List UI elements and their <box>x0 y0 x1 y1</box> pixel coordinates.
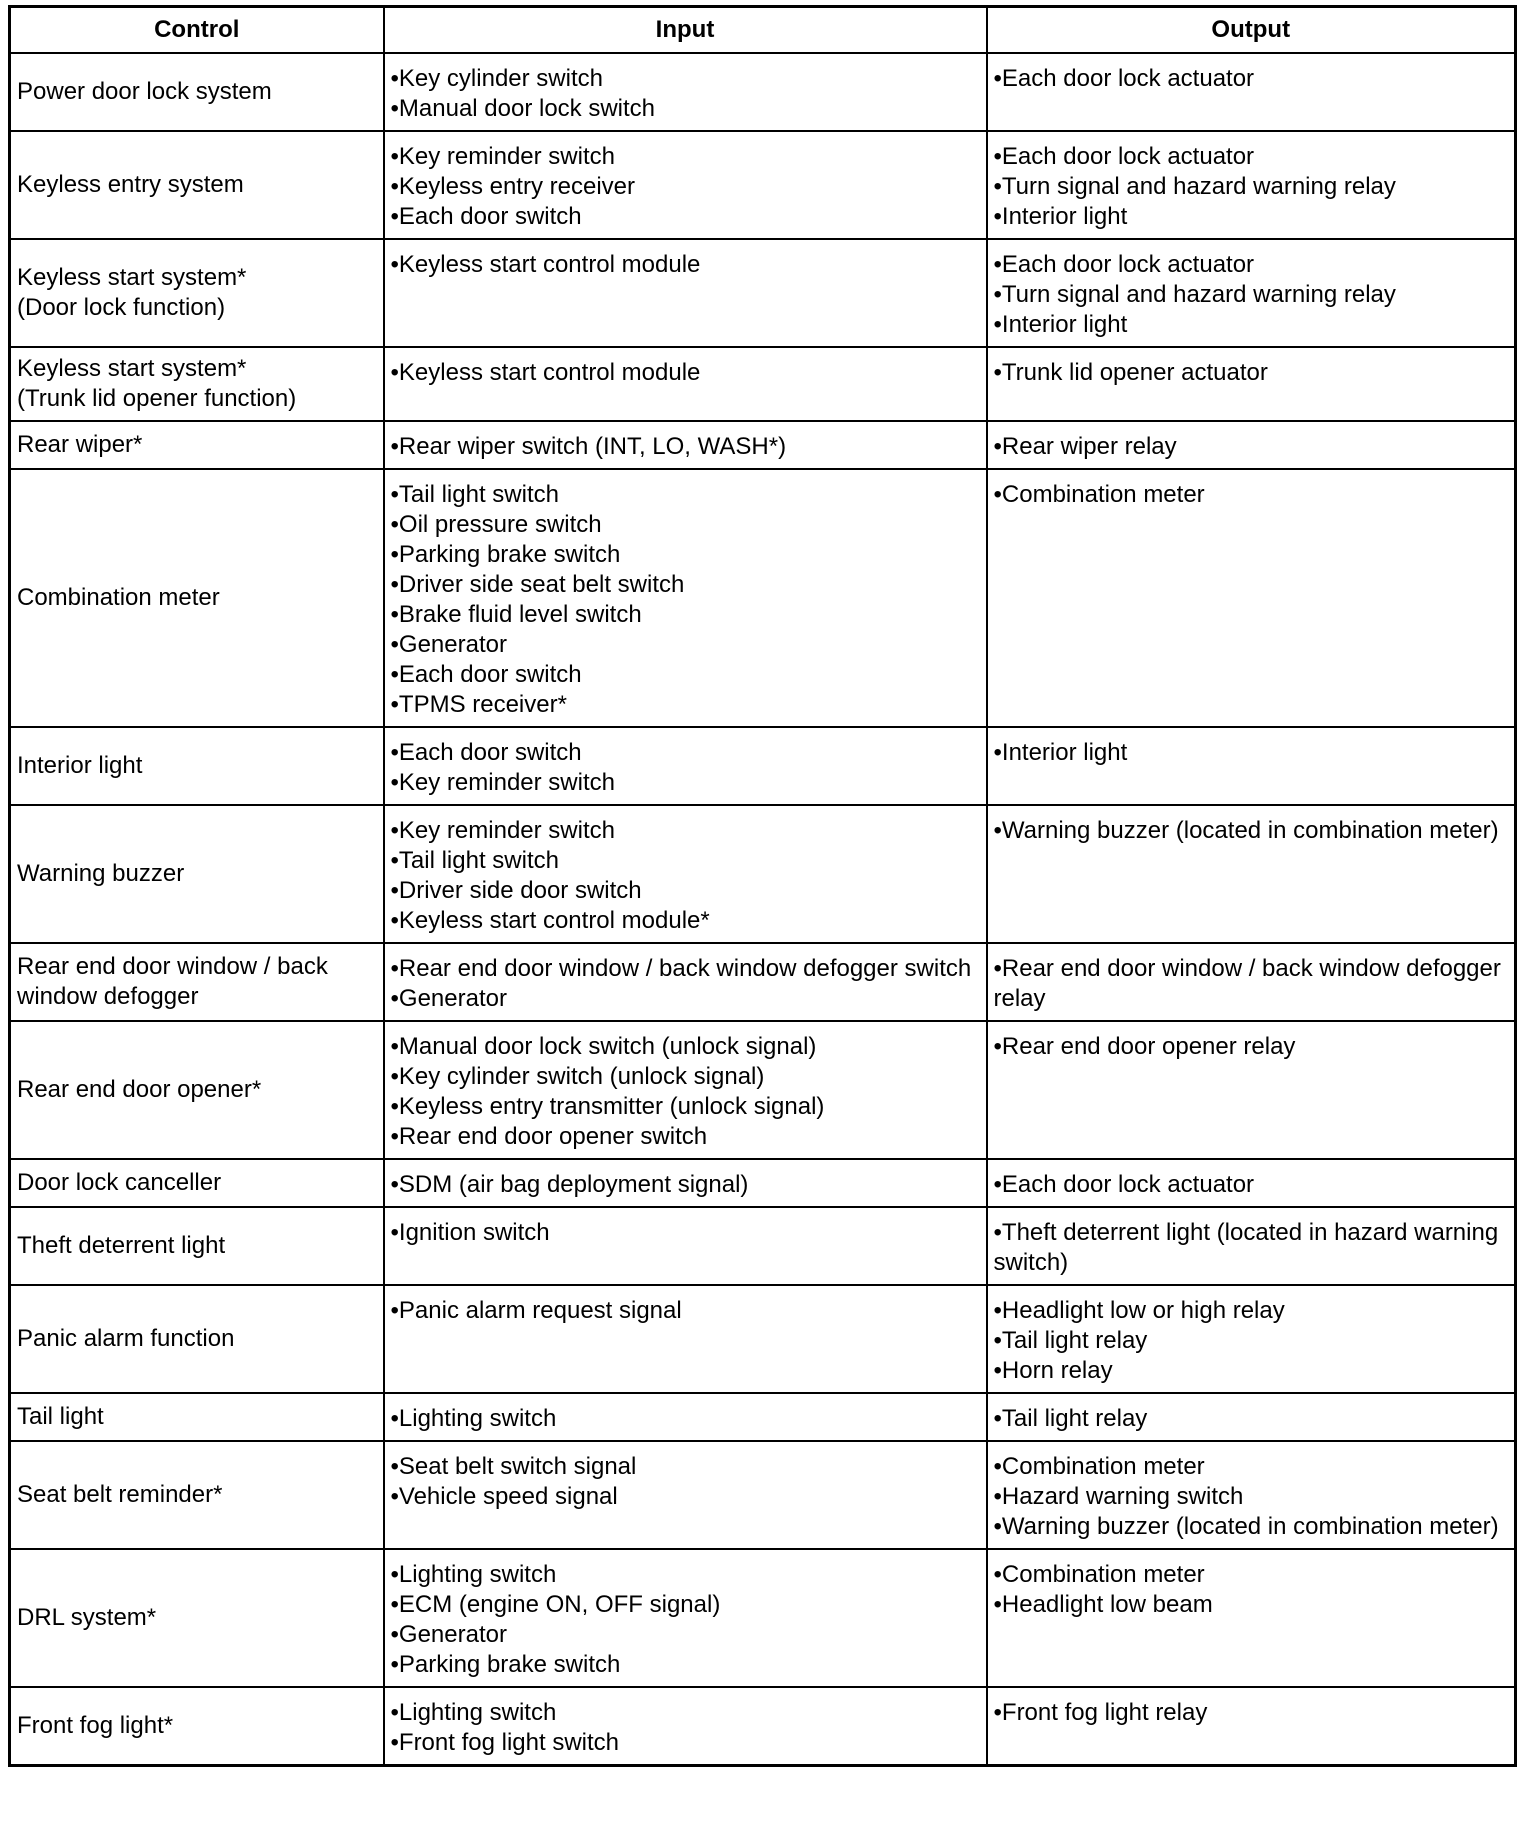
input-item: •Key reminder switch <box>390 769 615 796</box>
table-row <box>10 1021 1516 1159</box>
table-row <box>10 943 1516 1021</box>
input-item: •Each door switch <box>390 739 582 766</box>
output-item: •Interior light <box>993 311 1128 338</box>
output-item: •Each door lock actuator <box>993 1171 1255 1198</box>
output-item: •Tail light relay <box>993 1405 1148 1432</box>
input-item: •Ignition switch <box>390 1219 550 1246</box>
output-item: •Horn relay <box>993 1357 1113 1384</box>
table-row <box>10 239 1516 347</box>
control-io-table-container <box>8 5 1514 1767</box>
input-item: •Manual door lock switch (unlock signal) <box>390 1033 817 1060</box>
output-cell <box>987 1687 1516 1766</box>
output-item: •Interior light <box>993 739 1128 766</box>
output-item: •Combination meter <box>993 481 1205 508</box>
control-text: (Door lock function) <box>17 294 226 321</box>
table-row <box>10 1159 1516 1207</box>
control-text: Interior light <box>17 752 143 779</box>
table-row <box>10 469 1516 727</box>
control-text: Keyless start system* <box>17 355 247 382</box>
control-text: Power door lock system <box>17 78 272 105</box>
input-item: •Key cylinder switch <box>390 65 603 92</box>
control-text: DRL system* <box>17 1604 157 1631</box>
output-cell <box>987 347 1516 421</box>
output-cell <box>987 1549 1516 1687</box>
output-item: •Theft deterrent light (located in hazard warning switch) <box>993 1219 1499 1276</box>
output-item: •Rear end door window / back window defogger relay <box>993 955 1501 1012</box>
output-item: •Turn signal and hazard warning relay <box>993 281 1396 308</box>
output-cell <box>987 1159 1516 1207</box>
output-item: •Front fog light relay <box>993 1699 1208 1726</box>
input-item: •Generator <box>390 1621 507 1648</box>
table-row <box>10 131 1516 239</box>
input-item: •Keyless start control module* <box>390 907 710 934</box>
input-cell <box>384 1021 987 1159</box>
input-cell <box>384 1549 987 1687</box>
control-text: Seat belt reminder* <box>17 1481 223 1508</box>
output-item: •Headlight low beam <box>993 1591 1213 1618</box>
column-header-input: Input <box>384 7 987 54</box>
output-cell <box>987 1021 1516 1159</box>
output-item: •Rear end door opener relay <box>993 1033 1296 1060</box>
control-cell <box>10 53 384 131</box>
output-item: •Each door lock actuator <box>993 143 1255 170</box>
output-cell <box>987 1207 1516 1285</box>
input-item: •ECM (engine ON, OFF signal) <box>390 1591 721 1618</box>
input-cell <box>384 1159 987 1207</box>
input-cell <box>384 53 987 131</box>
control-text: Front fog light* <box>17 1712 174 1739</box>
control-cell <box>10 1441 384 1549</box>
output-item: •Tail light relay <box>993 1327 1148 1354</box>
table-row <box>10 1393 1516 1441</box>
input-cell <box>384 1687 987 1766</box>
input-cell <box>384 469 987 727</box>
control-cell <box>10 1021 384 1159</box>
control-text: Theft deterrent light <box>17 1232 226 1259</box>
input-item: •TPMS receiver* <box>390 691 567 718</box>
control-cell <box>10 1159 384 1207</box>
output-cell <box>987 53 1516 131</box>
output-cell <box>987 1393 1516 1441</box>
table-row <box>10 421 1516 469</box>
control-cell <box>10 1393 384 1441</box>
output-item: •Combination meter <box>993 1453 1205 1480</box>
output-item: •Each door lock actuator <box>993 65 1255 92</box>
input-item: •Lighting switch <box>390 1405 557 1432</box>
control-cell <box>10 1549 384 1687</box>
output-cell <box>987 1285 1516 1393</box>
input-item: •Key reminder switch <box>390 817 615 844</box>
input-item: •Each door switch <box>390 203 582 230</box>
input-item: •Front fog light switch <box>390 1729 619 1756</box>
output-item: •Each door lock actuator <box>993 251 1255 278</box>
input-item: •Keyless start control module <box>390 359 701 386</box>
input-cell <box>384 805 987 943</box>
input-cell <box>384 1207 987 1285</box>
input-cell <box>384 1285 987 1393</box>
input-cell <box>384 239 987 347</box>
table-row <box>10 727 1516 805</box>
output-item: •Rear wiper relay <box>993 433 1177 460</box>
input-item: •Rear end door opener switch <box>390 1123 708 1150</box>
control-text: Combination meter <box>17 584 220 611</box>
output-cell <box>987 131 1516 239</box>
input-item: •Tail light switch <box>390 847 559 874</box>
control-cell <box>10 347 384 421</box>
control-text: Rear end door opener* <box>17 1076 262 1103</box>
output-cell <box>987 727 1516 805</box>
control-cell <box>10 421 384 469</box>
input-item: •Key cylinder switch (unlock signal) <box>390 1063 765 1090</box>
input-item: •Vehicle speed signal <box>390 1483 618 1510</box>
input-item: •Generator <box>390 985 507 1012</box>
control-cell <box>10 131 384 239</box>
input-item: •Parking brake switch <box>390 541 621 568</box>
output-item: •Headlight low or high relay <box>993 1297 1285 1324</box>
input-item: •Manual door lock switch <box>390 95 656 122</box>
output-item: •Warning buzzer (located in combination meter) <box>993 1513 1499 1540</box>
control-text: Keyless entry system <box>17 171 244 198</box>
input-item: •Parking brake switch <box>390 1651 621 1678</box>
output-item: •Hazard warning switch <box>993 1483 1244 1510</box>
output-item: •Turn signal and hazard warning relay <box>993 173 1396 200</box>
input-item: •Keyless entry transmitter (unlock signal) <box>390 1093 825 1120</box>
column-header-output: Output <box>987 7 1516 54</box>
input-item: •Key reminder switch <box>390 143 615 170</box>
input-item: •SDM (air bag deployment signal) <box>390 1171 749 1198</box>
table-body <box>10 53 1516 1766</box>
control-cell <box>10 469 384 727</box>
output-cell <box>987 421 1516 469</box>
input-cell <box>384 1441 987 1549</box>
table-row <box>10 1687 1516 1766</box>
control-cell <box>10 1285 384 1393</box>
input-item: •Seat belt switch signal <box>390 1453 637 1480</box>
input-cell <box>384 727 987 805</box>
input-cell <box>384 421 987 469</box>
input-item: •Generator <box>390 631 507 658</box>
column-header-control: Control <box>10 7 384 54</box>
input-item: •Lighting switch <box>390 1699 557 1726</box>
output-cell <box>987 239 1516 347</box>
control-text: Door lock canceller <box>17 1169 222 1196</box>
table-row <box>10 1549 1516 1687</box>
output-item: •Warning buzzer (located in combination meter) <box>993 817 1499 844</box>
input-item: •Driver side seat belt switch <box>390 571 685 598</box>
control-text: (Trunk lid opener function) <box>17 385 297 412</box>
output-item: •Interior light <box>993 203 1128 230</box>
control-text: Panic alarm function <box>17 1325 235 1352</box>
table-row <box>10 805 1516 943</box>
output-cell <box>987 469 1516 727</box>
output-item: •Trunk lid opener actuator <box>993 359 1268 386</box>
input-item: •Rear wiper switch (INT, LO, WASH*) <box>390 433 787 460</box>
table-row <box>10 1285 1516 1393</box>
control-cell <box>10 1687 384 1766</box>
control-cell <box>10 1207 384 1285</box>
control-cell <box>10 943 384 1021</box>
output-item: •Combination meter <box>993 1561 1205 1588</box>
input-item: •Oil pressure switch <box>390 511 602 538</box>
input-item: •Each door switch <box>390 661 582 688</box>
control-cell <box>10 805 384 943</box>
control-cell <box>10 727 384 805</box>
table-row <box>10 1441 1516 1549</box>
control-io-table <box>8 5 1517 1767</box>
table-row <box>10 53 1516 131</box>
input-item: •Brake fluid level switch <box>390 601 642 628</box>
input-cell <box>384 347 987 421</box>
input-item: •Lighting switch <box>390 1561 557 1588</box>
table-header-row <box>10 7 1516 54</box>
input-cell <box>384 131 987 239</box>
control-text: Tail light <box>17 1403 104 1430</box>
input-item: •Tail light switch <box>390 481 559 508</box>
output-cell <box>987 1441 1516 1549</box>
input-item: •Keyless entry receiver <box>390 173 635 200</box>
input-item: •Panic alarm request signal <box>390 1297 682 1324</box>
table-row <box>10 347 1516 421</box>
control-text: Keyless start system* <box>17 264 247 291</box>
control-cell <box>10 239 384 347</box>
control-text: Warning buzzer <box>17 860 185 887</box>
control-text: Rear end door window / back window defogger <box>17 953 328 1010</box>
table-row <box>10 1207 1516 1285</box>
control-text: Rear wiper* <box>17 431 143 458</box>
output-cell <box>987 805 1516 943</box>
input-cell <box>384 1393 987 1441</box>
input-item: •Driver side door switch <box>390 877 642 904</box>
input-item: •Keyless start control module <box>390 251 701 278</box>
input-cell <box>384 943 987 1021</box>
output-cell <box>987 943 1516 1021</box>
input-item: •Rear end door window / back window defogger switch <box>390 955 972 982</box>
